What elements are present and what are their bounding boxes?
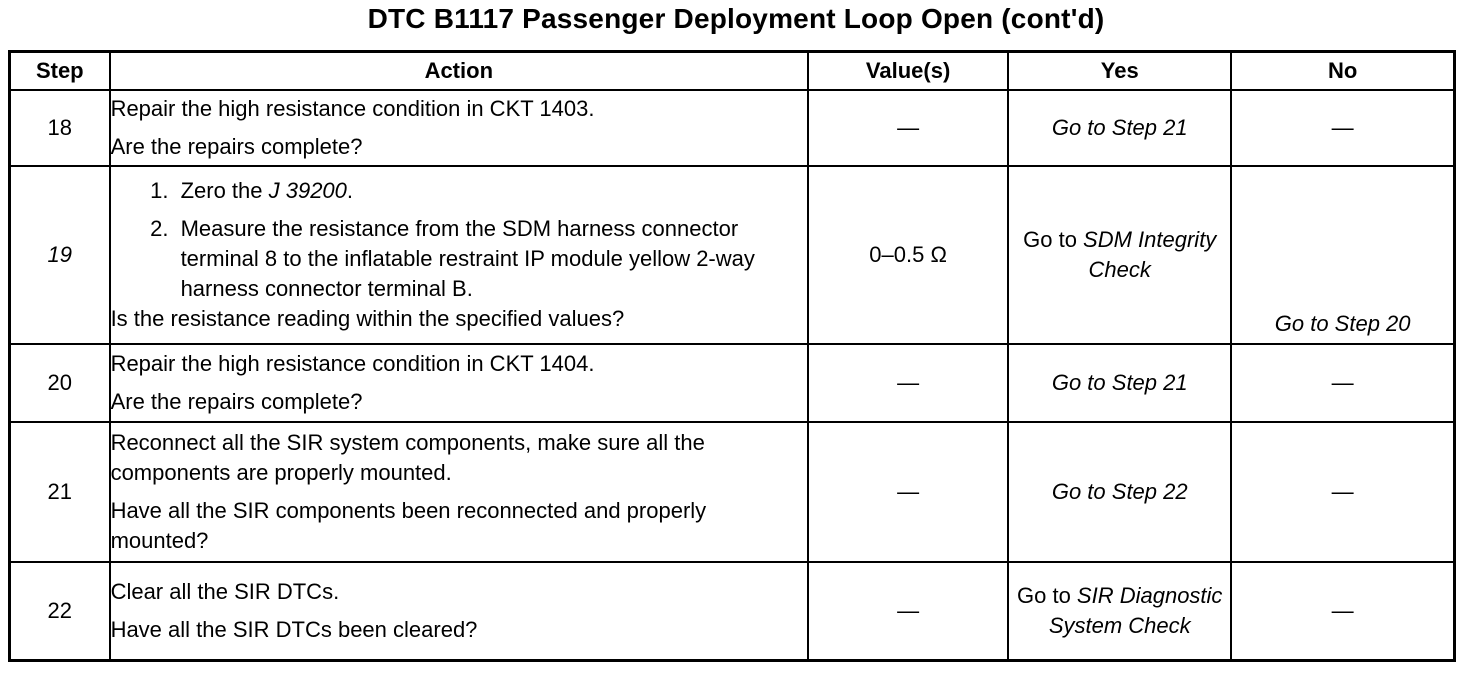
value-cell: — — [808, 562, 1008, 660]
action-question: Are the repairs complete? — [110, 134, 363, 159]
action-question: Are the repairs complete? — [110, 389, 363, 414]
table-row-step-19 — [10, 166, 1455, 344]
yes-cell — [1008, 422, 1231, 562]
action-cell — [110, 562, 808, 660]
substep-list — [111, 176, 807, 304]
action-text: Reconnect all the SIR system components, make sure all the components are properly mounted. — [110, 430, 705, 485]
header-no: No — [1231, 52, 1454, 91]
action-text: Clear all the SIR DTCs. — [110, 578, 340, 604]
no-link[interactable]: Go to Step 20 — [1274, 311, 1411, 336]
yes-link[interactable]: SDM Integrity Check — [1083, 227, 1217, 282]
action-cell — [110, 344, 808, 422]
no-cell: — — [1231, 422, 1454, 562]
page-title: DTC B1117 Passenger Deployment Loop Open (cont'd) — [367, 3, 1105, 34]
header-action: Action — [110, 52, 808, 91]
yes-cell: Go to SDM Integrity Check — [1008, 166, 1231, 344]
no-cell — [1231, 166, 1454, 344]
header-yes: Yes — [1008, 52, 1231, 91]
value-cell: 0–0.5 Ω — [808, 166, 1008, 344]
yes-cell — [1008, 90, 1231, 166]
substep-1: 1. Zero the J 39200. — [175, 176, 807, 206]
no-cell: — — [1231, 562, 1454, 660]
action-cell — [110, 166, 808, 344]
tool-reference: J 39200 — [268, 178, 347, 203]
diagnostic-table — [8, 50, 1456, 662]
step-number: 22 — [10, 562, 110, 660]
table-row-step-22 — [10, 562, 1455, 660]
action-question: Have all the SIR components been reconnected and properly mounted? — [110, 498, 707, 553]
table-row-step-21 — [10, 422, 1455, 562]
yes-cell: Go to SIR Diagnostic System Check — [1008, 562, 1231, 660]
step-number: 21 — [10, 422, 110, 562]
step-number: 18 — [10, 90, 110, 166]
yes-link[interactable]: SIR Diagnostic System Check — [1048, 582, 1223, 638]
table-header-row — [10, 52, 1455, 91]
action-cell — [110, 90, 808, 166]
table-row-step-20 — [10, 344, 1455, 422]
action-question: Have all the SIR DTCs been cleared? — [110, 616, 478, 642]
value-cell: — — [808, 344, 1008, 422]
action-text: Repair the high resistance condition in CKT 1403. — [110, 96, 595, 121]
value-cell: — — [808, 422, 1008, 562]
substep-2: 2. Measure the resistance from the SDM harness connector terminal 8 to the inflatable restraint IP module yellow 2-way harness connector terminal B. — [175, 214, 807, 304]
action-question: Is the resistance reading within the specified values? — [110, 306, 625, 331]
header-step: Step — [10, 52, 110, 91]
table-row-step-18 — [10, 90, 1455, 166]
yes-link[interactable]: Go to Step 21 — [1051, 115, 1188, 140]
step-number: 19 — [10, 166, 110, 344]
yes-cell — [1008, 344, 1231, 422]
no-cell: — — [1231, 90, 1454, 166]
header-values: Value(s) — [808, 52, 1008, 91]
yes-link[interactable]: Go to Step 22 — [1051, 479, 1188, 504]
action-cell — [110, 422, 808, 562]
value-cell: — — [808, 90, 1008, 166]
action-text: Repair the high resistance condition in CKT 1404. — [110, 351, 595, 376]
yes-link[interactable]: Go to Step 21 — [1051, 370, 1188, 395]
no-cell: — — [1231, 344, 1454, 422]
step-number: 20 — [10, 344, 110, 422]
